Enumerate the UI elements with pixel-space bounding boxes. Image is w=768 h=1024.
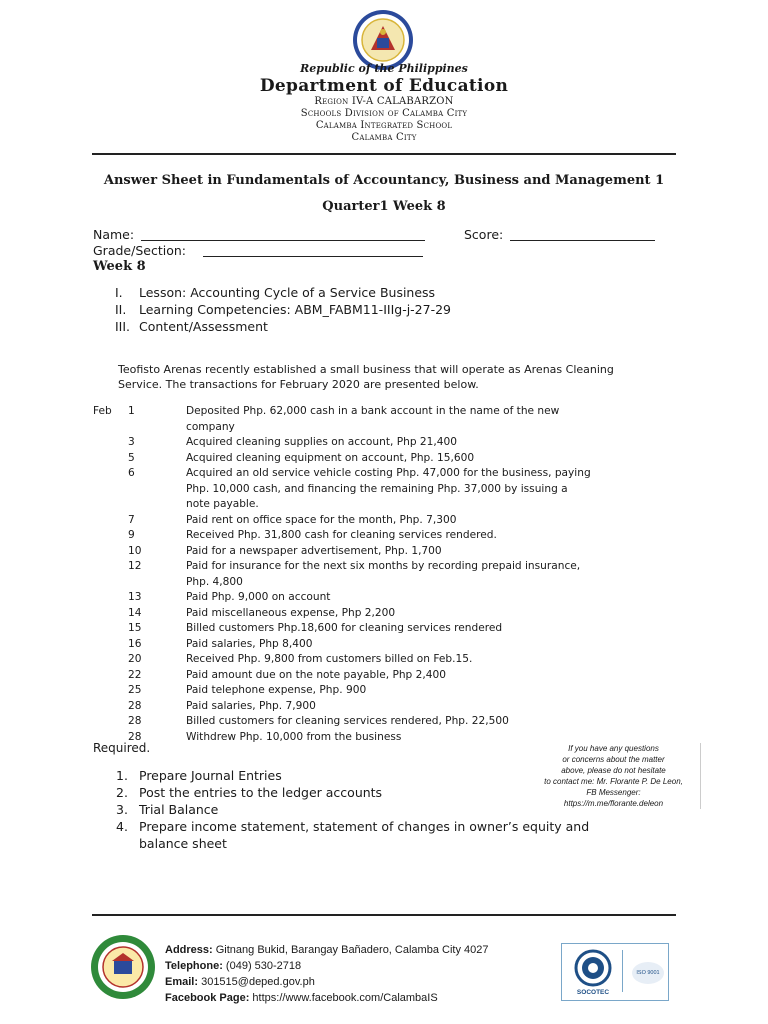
- transaction-description: Paid rent on office space for the month, Php. 7,300: [186, 513, 457, 526]
- required-text: Trial Balance: [139, 802, 219, 817]
- required-number: 1.: [116, 768, 128, 783]
- transaction-description: Paid salaries, Php 8,400: [186, 637, 313, 650]
- transaction-row: [93, 466, 673, 482]
- document-subtitle: Quarter1 Week 8: [322, 199, 446, 214]
- transaction-description: Deposited Php. 62,000 cash in a bank account in the name of the new: [186, 405, 560, 417]
- republic-line: Republic of the Philippines: [300, 62, 468, 75]
- transaction-row: [93, 606, 673, 622]
- transaction-month: [93, 420, 123, 436]
- required-item: [116, 818, 646, 852]
- transaction-row: [93, 683, 673, 699]
- required-number: 3.: [116, 802, 128, 817]
- transaction-row: [93, 714, 673, 730]
- transaction-day: [123, 497, 186, 513]
- transaction-row: [93, 435, 673, 451]
- transaction-description: note payable.: [186, 498, 259, 510]
- contact-info: [165, 942, 488, 1006]
- transaction-row: [93, 559, 673, 575]
- transaction-description: Paid for a newspaper advertisement, Php. 1,700: [186, 544, 442, 557]
- transaction-day: 28: [128, 699, 142, 712]
- transaction-description: Received Php. 31,800 cash for cleaning services rendered.: [186, 529, 497, 541]
- outline-number: III.: [115, 319, 131, 334]
- transaction-month: Feb: [93, 405, 112, 417]
- transaction-description: Billed customers Php.18,600 for cleaning services rendered: [186, 622, 503, 634]
- transaction-row: [93, 668, 673, 684]
- required-text: Post the entries to the ledger accounts: [139, 785, 383, 800]
- transaction-month: [93, 714, 123, 730]
- region-line: Region IV-A CALABARZON: [314, 96, 454, 107]
- transaction-month: [93, 497, 123, 513]
- transaction-description: Acquired an old service vehicle costing Php. 47,000 for the business, paying: [186, 467, 591, 479]
- transaction-description: Billed customers for cleaning services rendered, Php. 22,500: [186, 715, 509, 727]
- messenger-link[interactable]: https://m.me/florante.deleon: [563, 799, 664, 808]
- transaction-month: [93, 559, 123, 575]
- transaction-month: [93, 528, 123, 544]
- transaction-row: [93, 544, 673, 560]
- email-link[interactable]: 301515@deped.gov.ph: [201, 976, 315, 988]
- outline-text: Content/Assessment: [139, 319, 268, 334]
- cert-brand: SOCOTEC: [576, 989, 610, 996]
- transaction-day: 9: [128, 529, 135, 541]
- transaction-day: 28: [128, 730, 142, 743]
- facebook-link[interactable]: https://www.facebook.com/CalambaIS: [252, 992, 438, 1004]
- outline-text: Learning Competencies: ABM_FABM11-IIIg-j-27-29: [139, 302, 452, 317]
- transaction-description: Paid salaries, Php. 7,900: [186, 699, 316, 712]
- division-line: Schools Division of Calamba City: [300, 108, 468, 119]
- transaction-month: [93, 435, 123, 451]
- lesson-outline: [115, 285, 451, 336]
- cert-divider: [622, 950, 623, 992]
- transaction-day: [123, 575, 186, 591]
- transaction-description: Acquired cleaning supplies on account, Php 21,400: [186, 436, 457, 448]
- score-label: Score:: [464, 227, 504, 242]
- transaction-month: [93, 652, 123, 668]
- required-number: 4.: [116, 819, 128, 834]
- transaction-day: 12: [128, 560, 142, 572]
- transaction-month: [93, 544, 123, 560]
- required-label: Required.: [93, 741, 151, 755]
- transaction-day: 22: [128, 668, 142, 681]
- transaction-month: [93, 482, 123, 498]
- facebook-line: [165, 990, 488, 1006]
- transaction-day: 16: [128, 637, 142, 650]
- note-line: to contact me: Mr. Florante P. De Leon,: [544, 777, 683, 786]
- outline-number: II.: [115, 302, 127, 317]
- address-line: [165, 942, 488, 958]
- week-heading: Week 8: [93, 259, 146, 274]
- transaction-day: 28: [128, 715, 142, 727]
- intro-paragraph: Teofisto Arenas recently established a small business that will operate as Arenas Cleaning Service. The transactions for February 2020 are presented below.: [118, 363, 614, 391]
- transaction-description: Received Php. 9,800 from customers billed on Feb.15.: [186, 653, 473, 665]
- transaction-month: [93, 575, 123, 591]
- transaction-description: company: [186, 420, 235, 433]
- name-field[interactable]: [141, 240, 425, 241]
- transaction-day: 7: [128, 513, 135, 526]
- telephone-line: [165, 958, 488, 974]
- transaction-list: [93, 404, 673, 745]
- transaction-row: [93, 590, 673, 606]
- outline-item: [115, 285, 451, 302]
- transaction-day: 5: [128, 451, 135, 464]
- school-logo-icon: [90, 934, 156, 1000]
- note-line: above, please do not hesitate: [561, 766, 666, 775]
- outline-number: I.: [115, 285, 123, 300]
- transaction-day: 15: [128, 622, 142, 634]
- name-label: Name:: [93, 227, 135, 242]
- grade-section-label: Grade/Section:: [93, 243, 186, 258]
- transaction-day: [123, 482, 186, 498]
- transaction-day: 25: [128, 684, 142, 696]
- transaction-description: Acquired cleaning equipment on account, Php. 15,600: [186, 451, 475, 464]
- note-line: or concerns about the matter: [562, 755, 665, 764]
- transaction-day: 20: [128, 653, 142, 665]
- required-number: 2.: [116, 785, 128, 800]
- telephone-label: Telephone:: [165, 960, 223, 972]
- iso-badge: ISO 9001: [632, 962, 664, 984]
- score-field[interactable]: [510, 240, 655, 241]
- email-line: [165, 974, 488, 990]
- note-line: If you have any questions: [568, 744, 659, 753]
- note-line: FB Messenger:: [586, 788, 641, 797]
- transaction-month: [93, 699, 123, 715]
- transaction-month: [93, 590, 123, 606]
- telephone-value: (049) 530-2718: [225, 960, 302, 972]
- contact-note: [529, 743, 701, 809]
- transaction-day: 6: [128, 467, 135, 479]
- transaction-row: [93, 497, 673, 513]
- header-divider: [92, 153, 676, 155]
- transaction-month: [93, 621, 123, 637]
- outline-item: [115, 302, 451, 319]
- transaction-row: [93, 404, 673, 420]
- footer-divider: [92, 914, 676, 916]
- outline-item: [115, 319, 451, 336]
- transaction-month: [93, 606, 123, 622]
- transaction-row: [93, 451, 673, 467]
- email-label: Email:: [165, 976, 199, 988]
- grade-section-field[interactable]: [203, 256, 423, 257]
- transaction-day: 10: [128, 544, 142, 557]
- city-line: Calamba City: [351, 132, 417, 143]
- transaction-day: 14: [128, 606, 142, 619]
- transaction-description: Paid Php. 9,000 on account: [186, 591, 331, 603]
- transaction-row: [93, 420, 673, 436]
- transaction-row: [93, 513, 673, 529]
- transaction-day: 13: [128, 591, 142, 603]
- transaction-month: [93, 466, 123, 482]
- transaction-day: 3: [128, 436, 135, 448]
- address-value: Gitnang Bukid, Barangay Bañadero, Calamba City 4027: [215, 944, 489, 956]
- transaction-description: Paid for insurance for the next six months by recording prepaid insurance,: [186, 560, 581, 572]
- school-line: Calamba Integrated School: [315, 120, 453, 131]
- transaction-description: Paid amount due on the note payable, Php 2,400: [186, 668, 446, 681]
- transaction-day: [123, 420, 186, 436]
- transaction-month: [93, 637, 123, 653]
- transaction-description: Paid telephone expense, Php. 900: [186, 684, 367, 696]
- required-text: Prepare income statement, statement of changes in owner’s equity and balance sheet: [139, 819, 590, 851]
- transaction-month: [93, 668, 123, 684]
- address-label: Address:: [165, 944, 213, 956]
- department-name: Department of Education: [259, 76, 509, 96]
- transaction-row: [93, 482, 673, 498]
- transaction-row: [93, 528, 673, 544]
- transaction-month: [93, 683, 123, 699]
- outline-text: Lesson: Accounting Cycle of a Service Business: [139, 285, 436, 300]
- transaction-month: [93, 513, 123, 529]
- transaction-row: [93, 575, 673, 591]
- socotec-logo-icon: [574, 949, 612, 987]
- document-title: Answer Sheet in Fundamentals of Accountancy, Business and Management 1: [103, 173, 665, 188]
- transaction-row: [93, 621, 673, 637]
- facebook-label: Facebook Page:: [165, 992, 250, 1004]
- transaction-row: [93, 699, 673, 715]
- transaction-description: Php. 4,800: [186, 575, 243, 588]
- transaction-row: [93, 652, 673, 668]
- transaction-description: Withdrew Php. 10,000 from the business: [186, 730, 402, 743]
- required-text: Prepare Journal Entries: [139, 768, 282, 783]
- transaction-description: Paid miscellaneous expense, Php 2,200: [186, 606, 396, 619]
- certification-badge: [561, 943, 669, 1001]
- transaction-day: 1: [128, 405, 135, 417]
- transaction-month: [93, 451, 123, 467]
- transaction-description: Php. 10,000 cash, and financing the remaining Php. 37,000 by issuing a: [186, 482, 568, 495]
- transaction-row: [93, 637, 673, 653]
